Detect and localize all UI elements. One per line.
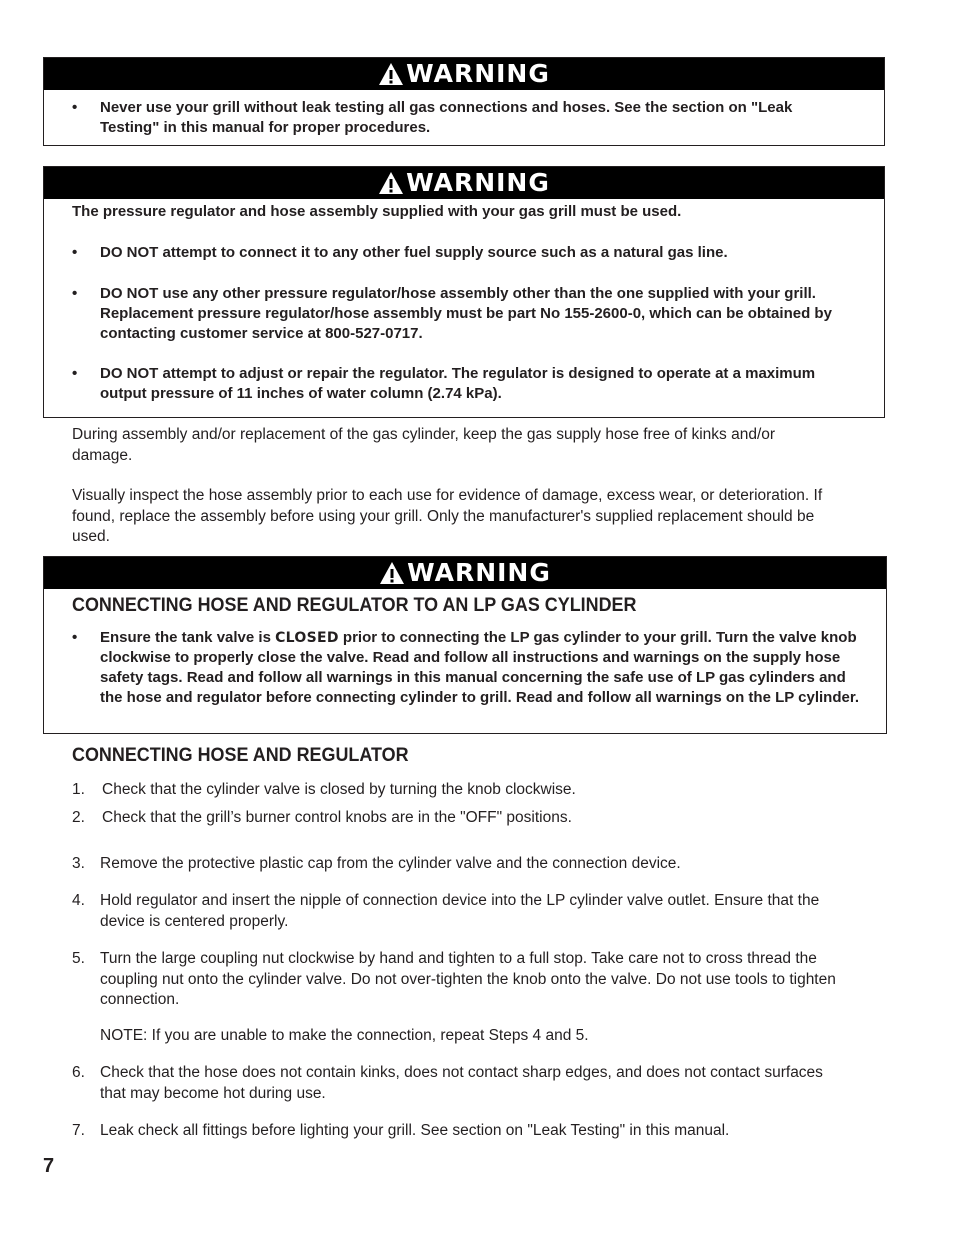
- warning-label: WARNING: [406, 168, 550, 197]
- step-number: 3.: [72, 855, 85, 872]
- step-text: Check that the cylinder valve is closed by turning the knob clockwise.: [102, 781, 576, 798]
- warning-label: WARNING: [407, 558, 551, 587]
- section-heading: CONNECTING HOSE AND REGULATOR: [72, 744, 409, 766]
- step-text: Remove the protective plastic cap from the cylinder valve and the connection device.: [100, 855, 681, 872]
- step-text: Turn the large coupling nut clockwise by hand and tighten to a full stop. Take care not to cross thread the coupling nut onto the cylinder valve. Do not over-tighten the knob onto the valve. Do not use tools to tighten connection.: [100, 950, 836, 1008]
- warning-banner: [44, 58, 884, 90]
- warning-bullet-text: Never use your grill without leak testing all gas connections and hoses. See the section on "Leak Testing" in this manual for proper procedures.: [100, 99, 793, 136]
- bullet-marker: •: [72, 285, 78, 302]
- step-text: Leak check all fittings before lighting your grill. See section on "Leak Testing" in this manual.: [100, 1122, 730, 1139]
- bullet-text-end: prior to connecting the LP gas cylinder to your grill. Turn the valve knob clockwise to properly close the valve. Read and follow all instructions and warnings on the supply hose safety tags. Read and follow all warnings in this manual concerning the safe use of LP gas cylinders and the hose and regulator before connecting cylinder to grill. Read and follow all warnings on the LP cylinder.: [100, 629, 860, 706]
- warning-triangle-icon: [379, 561, 405, 585]
- step-text: Check that the hose does not contain kinks, does not contact sharp edges, and does not contact surfaces that may become hot during use.: [100, 1064, 823, 1102]
- bullet-marker: •: [72, 244, 78, 261]
- bullet-marker: •: [72, 365, 78, 382]
- body-paragraph: Visually inspect the hose assembly prior to each use for evidence of damage, excess wear, or deterioration. If found, replace the assembly before using your grill. Only the manufacturer's supplied replacement should be used.: [72, 487, 823, 545]
- body-paragraph: During assembly and/or replacement of the gas cylinder, keep the gas supply hose free of kinks and/or damage.: [72, 426, 776, 464]
- warning-intro-text: The pressure regulator and hose assembly supplied with your gas grill must be used.: [72, 203, 682, 220]
- step-text: Check that the grill’s burner control knobs are in the "OFF" positions.: [102, 809, 572, 826]
- bullet-text-start: Ensure the tank valve is: [100, 629, 276, 646]
- warning-triangle-icon: [378, 171, 404, 195]
- warning-bullet-text: DO NOT use any other pressure regulator/hose assembly other than the one supplied with your grill. Replacement pressure regulator/hose assembly must be part No 155-2600-0, which can be obtained by contacting customer service at 800-527-0717.: [100, 285, 832, 342]
- bullet-marker: •: [72, 99, 78, 116]
- warning-label: WARNING: [406, 59, 550, 88]
- step-number: 1.: [72, 781, 85, 798]
- warning-banner: [44, 557, 886, 589]
- step-number: 7.: [72, 1122, 85, 1139]
- step-number: 5.: [72, 950, 85, 967]
- warning-bullet-text: DO NOT attempt to adjust or repair the regulator. The regulator is designed to operate at a maximum output pressure of 11 inches of water column (2.74 kPa).: [100, 365, 816, 402]
- warning-banner: [44, 167, 884, 199]
- step-note: NOTE: If you are unable to make the connection, repeat Steps 4 and 5.: [100, 1027, 589, 1044]
- page-number: 7: [43, 1155, 55, 1177]
- section-heading: CONNECTING HOSE AND REGULATOR TO AN LP GAS CYLINDER: [72, 594, 637, 616]
- bullet-marker: •: [72, 629, 78, 646]
- closed-emphasis: CLOSED: [275, 630, 339, 646]
- warning-bullet-text: [100, 628, 862, 708]
- step-text: Hold regulator and insert the nipple of connection device into the LP cylinder valve outlet. Ensure that the device is centered properly.: [100, 892, 820, 930]
- warning-bullet-text: DO NOT attempt to connect it to any other fuel supply source such as a natural gas line.: [100, 244, 728, 261]
- warning-triangle-icon: [378, 62, 404, 86]
- step-number: 2.: [72, 809, 85, 826]
- step-number: 6.: [72, 1064, 85, 1081]
- step-number: 4.: [72, 892, 85, 909]
